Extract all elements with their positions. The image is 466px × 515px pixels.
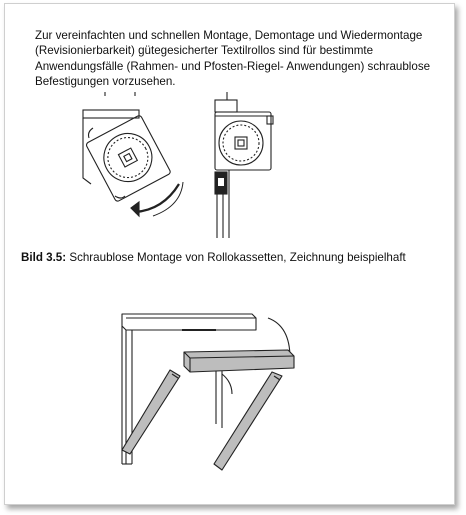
body-paragraph bbox=[35, 28, 440, 89]
document-page bbox=[4, 3, 455, 505]
cassette-rotation-mounting-drawing bbox=[65, 88, 295, 238]
caption-text: Schraublose Montage von Rollokassetten, Zeichnung beispielhaft bbox=[66, 251, 406, 264]
caption-label: Bild 3.5: bbox=[21, 251, 67, 264]
paragraph-line: Befestigungen vorzusehen. bbox=[35, 74, 176, 88]
paragraph-line: Anwendungsfälle (Rahmen- und Pfosten-Riegel- Anwendungen) schraublose bbox=[35, 59, 431, 73]
frame-cassette-mounting-drawing bbox=[110, 304, 320, 494]
paragraph-line: Zur vereinfachten und schnellen Montage, Demontage und Wiedermontage bbox=[35, 29, 423, 42]
paragraph-line: (Revisionierbarkeit) gütegesicherter Textilrollos sind für bestimmte bbox=[35, 44, 374, 58]
figure-caption bbox=[21, 251, 406, 264]
